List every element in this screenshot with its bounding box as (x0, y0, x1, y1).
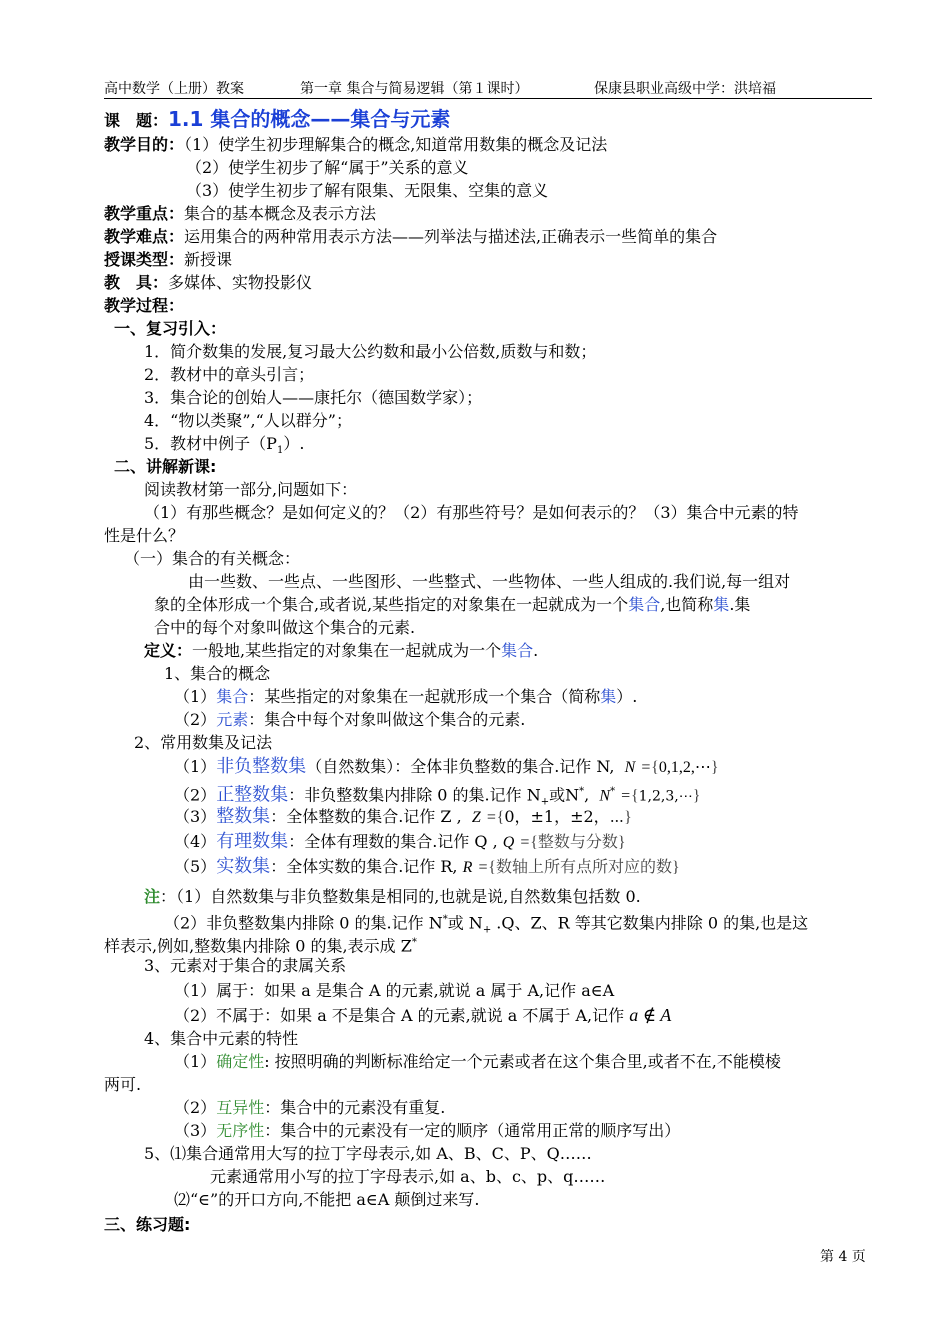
numset-symbol: Q (502, 834, 515, 851)
numsets-heading: 2、常用数集及记法 (134, 733, 273, 752)
tools-text: 多媒体、实物投影仪 (168, 273, 313, 292)
numset-symbol: Z (471, 809, 481, 826)
topic-title: 1.1 集合的概念——集合与元素 (168, 107, 451, 131)
review-item-sub: 1 (276, 445, 284, 457)
item-text: ）. (616, 687, 638, 706)
lesson-type-line (104, 249, 232, 271)
term-set-short: 集 (713, 595, 730, 614)
numset-desc: ：全体实数的集合.记作 R, (270, 857, 458, 876)
item-num: （5） (174, 857, 217, 876)
numset-symbol: R (462, 859, 473, 876)
item-num: （2） (174, 710, 217, 729)
key-line (104, 203, 376, 225)
note-label: 注 (144, 887, 161, 906)
item-text: ：集合中的元素没有重复. (264, 1098, 446, 1117)
item-num: （3） (174, 1121, 217, 1140)
superscript: * (579, 786, 585, 797)
term-distinctness: 互异性 (216, 1098, 265, 1117)
item-num: （1） (174, 1052, 217, 1071)
numset-name: 整数集 (216, 806, 271, 827)
goal-item: （1）使学生初步理解集合的概念,知道常用数集的概念及记法 (184, 135, 608, 154)
not-member-formula: a ∉ A (629, 1005, 672, 1025)
note-text: .Q、Z、R 等其它数集内排除 0 的集,也是这 (491, 913, 809, 933)
intro-line (154, 594, 750, 616)
review-heading: 一、复习引入： (114, 319, 227, 338)
item-num: （1） (174, 687, 217, 706)
membership-item: （1）属于：如果 a 是集合 A 的元素,就说 a 属于 A,记作 a∈A (174, 981, 615, 1000)
note-line (144, 886, 641, 908)
term-element: 元素 (216, 710, 249, 729)
part1-heading: （一）集合的有关概念： (124, 549, 301, 568)
item-num: （3） (174, 807, 217, 826)
header-right: 保康县职业高级中学：洪培福 (594, 81, 776, 97)
numset-name: 实数集 (216, 856, 271, 877)
concept-item (174, 686, 637, 708)
definition-line (144, 640, 538, 662)
questions-line: （1）有那些概念？是如何定义的？（2）有那些符号？是如何表示的？（3）集合中元素的特 (144, 503, 799, 522)
numset-members: 数轴上所有点所对应的数 (495, 857, 672, 876)
item-text: ：某些指定的对象集在一起就形成一个集合（简称 (248, 687, 601, 706)
review-item: 4．“物以类聚”,“人以群分”； (144, 411, 352, 430)
lesson-type-text: 新授课 (184, 250, 233, 269)
header-middle: 第一章 集合与简易逻辑（第１课时） (300, 81, 529, 97)
questions-line: 性是什么？ (104, 526, 185, 545)
page-header (104, 78, 872, 99)
difficulty-line (104, 226, 717, 248)
review-item: 3．集合论的创始人——康托尔（德国数学家）； (144, 388, 483, 407)
term-set-short: 集 (600, 687, 617, 706)
read-text: 阅读教材第一部分,问题如下： (144, 480, 358, 499)
numset-desc: ：全体整数的集合.记作 Z , (270, 807, 462, 826)
membership-heading: 3、元素对于集合的隶属关系 (144, 956, 347, 975)
header-left: 高中数学（上册）教案 (104, 81, 244, 97)
term-set: 集合 (216, 687, 249, 706)
characteristic-item (174, 1120, 680, 1142)
definition-label: 定义： (144, 641, 193, 660)
key-label: 教学重点： (104, 204, 185, 223)
topic-label: 课 题： (104, 111, 169, 130)
numset-members: 整数与分数 (537, 832, 618, 851)
notation-line: 元素通常用小写的拉丁字母表示,如 a、b、c、p、q…… (210, 1167, 606, 1186)
numset-item: （5）实数集：全体实数的集合.记作 R, R ={数轴上所有点所对应的数} (174, 856, 680, 877)
item-num: （2） (174, 785, 217, 805)
item-num: （4） (174, 832, 217, 851)
numset-desc: ：全体有理数的集合.记作 Q , (288, 832, 498, 851)
numset-desc: （自然数集）：全体非负整数的集合.记作 N, (306, 757, 615, 776)
definition-end: . (533, 641, 539, 660)
characteristic-item (174, 1097, 445, 1119)
practice-heading: 三、练习题: (104, 1215, 191, 1234)
intro-text: .集 (729, 595, 751, 614)
numset-item: （2）正整数集：非负整数集内排除 0 的集.记作 $N_+$或N*, N* ={1,2,3,⋯} (174, 784, 701, 808)
numset-item: （3）整数集：全体整数的集合.记作 Z , Z ={0，±1，±2，⋯} (174, 806, 632, 827)
item-text: ：集合中的元素没有一定的顺序（通常用正常的顺序写出） (264, 1121, 681, 1140)
topic-line (104, 108, 450, 132)
key-text: 集合的基本概念及表示方法 (184, 204, 377, 223)
characteristic-item (174, 1051, 781, 1073)
new-lesson-heading: 二、讲解新课: (114, 457, 217, 476)
item-num: （2） (174, 1098, 217, 1117)
numset-symbol: N (624, 759, 636, 776)
item-num: （1） (174, 757, 217, 776)
term-set: 集合 (501, 641, 534, 660)
intro-line: 由一些数、一些点、一些图形、一些整式、一些物体、一些人组成的.我们说,每一组对 (188, 572, 791, 591)
process-label: 教学过程： (104, 296, 185, 315)
tools-label: 教 具： (104, 273, 169, 292)
goal-item: （2）使学生初步了解“属于”关系的意义 (186, 158, 469, 177)
numset-desc: 或N (549, 785, 580, 805)
item-text: ：集合中每个对象叫做这个集合的元素. (248, 710, 526, 729)
numset-item: （4）有理数集：全体有理数的集合.记作 Q , Q ={整数与分数} (174, 831, 626, 852)
concept-item (174, 709, 525, 731)
numset-members: 1,2,3,⋯ (638, 788, 693, 805)
numset-members: 0,1,2,⋯ (658, 759, 711, 776)
membership-item (174, 1004, 671, 1027)
note-line: 样表示,例如,整数集内排除 0 的集,表示成 Z* (104, 936, 417, 956)
numset-item: （1）非负整数集（自然数集）：全体非负整数的集合.记作 N, N ={0,1,2,⋯} (174, 756, 719, 777)
review-item: 1．简介数集的发展,复习最大公约数和最小公倍数,质数与和数； (144, 342, 597, 361)
lesson-type-label: 授课类型： (104, 250, 185, 269)
review-item-text: 5．教材中例子（P (144, 434, 277, 453)
note-text: 或 N (447, 913, 483, 933)
note-line: （2）非负整数集内排除 0 的集.记作 N*或 $N_+$ .Q、Z、R 等其它数集内排除 0 的集,也是这 (164, 913, 809, 936)
numset-name: 非负整数集 (216, 756, 307, 777)
goal-item: （3）使学生初步了解有限集、无限集、空集的意义 (186, 181, 549, 200)
intro-text: 象的全体形成一个集合,或者说,某些指定的对象集在一起就成为一个 (154, 595, 629, 614)
numset-name: 正整数集 (216, 784, 289, 806)
definition-text: 一般地,某些指定的对象集在一起就成为一个 (192, 641, 502, 660)
intro-line: 合中的每个对象叫做这个集合的元素. (154, 618, 416, 637)
intro-text: ,也简称 (660, 595, 714, 614)
review-item-end: ）. (283, 434, 305, 453)
characteristic-item-cont: 两可. (104, 1075, 142, 1094)
notation-line: ⑵“∈”的开口方向,不能把 a∈A 颠倒过来写. (174, 1190, 480, 1209)
concept-heading: 1、集合的概念 (164, 664, 271, 683)
difficulty-text: 运用集合的两种常用表示方法——列举法与描述法,正确表示一些简单的集合 (184, 227, 718, 246)
numset-desc: ：非负整数集内排除 0 的集.记作 N (288, 785, 541, 805)
notation-line: 5、⑴集合通常用大写的拉丁字母表示,如 A、B、C、P、Q…… (144, 1144, 592, 1163)
term-unordered: 无序性 (216, 1121, 265, 1140)
note-text: （2）非负整数集内排除 0 的集.记作 N (164, 913, 443, 933)
term-set: 集合 (628, 595, 661, 614)
characteristics-heading: 4、集合中元素的特性 (144, 1029, 299, 1048)
page-number: 第 4 页 (820, 1249, 866, 1265)
term-definiteness: 确定性 (216, 1052, 265, 1071)
note-text: ：（1）自然数集与非负整数集是相同的,也就是说,自然数集包括数 0. (160, 887, 641, 906)
membership-text: （2）不属于：如果 a 不是集合 A 的元素,就说 a 不属于 A,记作 (174, 1006, 625, 1025)
numset-members: 0，±1，±2，⋯ (504, 807, 625, 826)
goals-line-1 (104, 134, 607, 156)
review-item: 2．教材中的章头引言； (144, 365, 315, 384)
item-text: : 按照明确的判断标准给定一个元素或者在这个集合里,或者不在,不能模棱 (264, 1052, 781, 1071)
difficulty-label: 教学难点： (104, 227, 185, 246)
numset-symbol: N (599, 787, 611, 805)
goals-label: 教学目的： (104, 135, 185, 154)
note-text: 样表示,例如,整数集内排除 0 的集,表示成 Z (104, 936, 412, 956)
numset-name: 有理数集 (216, 831, 289, 852)
subscript: + (540, 796, 550, 808)
tools-line (104, 272, 312, 294)
